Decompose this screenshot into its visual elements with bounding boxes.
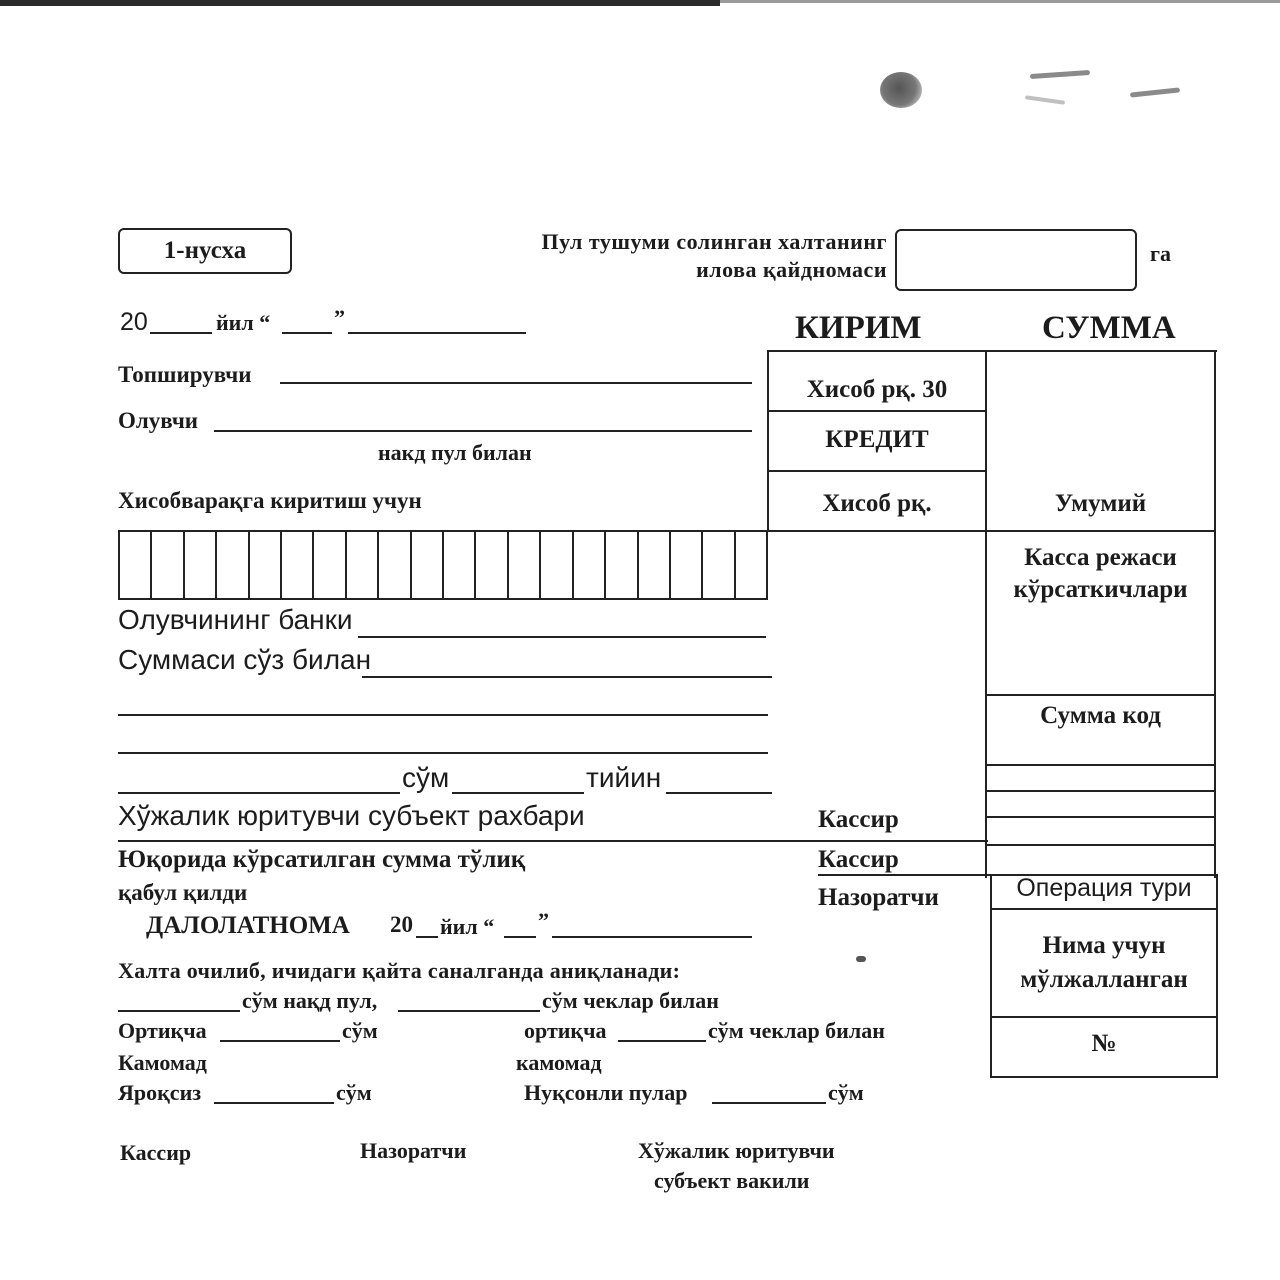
digit-cell[interactable] (671, 532, 703, 598)
act-title: ДАЛОЛАТНОМА (146, 912, 350, 939)
act-cheklar-field[interactable] (398, 1010, 540, 1012)
act-naqd-label: сўм нақд пул, (242, 988, 378, 1013)
act-year-word: йил “ (440, 914, 495, 939)
kassir-sign-line[interactable] (818, 874, 988, 876)
oluvchi-label: Олувчи (118, 408, 199, 433)
act-naqd-field[interactable] (118, 1010, 240, 1012)
date-quote-close: ” (334, 305, 345, 330)
table-right-border (1214, 350, 1216, 878)
yaroqsiz-label: Яроқсиз (118, 1080, 202, 1105)
nuqsonli-label: Нуқсонли пулар (524, 1080, 688, 1105)
ink-scratch (1130, 87, 1180, 97)
footer-nazoratchi: Назоратчи (360, 1138, 467, 1163)
digit-cell[interactable] (250, 532, 282, 598)
umumiy-cell: Умумий (1054, 490, 1147, 517)
table-top-border (767, 350, 1217, 352)
copy-label: 1-нусха (118, 228, 292, 274)
table-row-line (767, 530, 1216, 532)
rahbar-line (118, 840, 988, 842)
summa-kod-cell: Сумма код (1040, 702, 1161, 729)
ink-dot (856, 956, 866, 962)
hisobvaraq-label: Хисобварақга киритиш учун (118, 488, 422, 513)
kirim-header: КИРИМ (795, 310, 922, 346)
table-mid-border (985, 350, 987, 878)
digit-cell[interactable] (574, 532, 606, 598)
footer-vakil-line1: Хўжалик юритувчи (638, 1138, 835, 1163)
digit-cell[interactable] (282, 532, 314, 598)
date-month-blank[interactable] (348, 332, 526, 334)
scan-edge (0, 0, 720, 6)
ortiqcha2-field[interactable] (618, 1040, 706, 1042)
topshiruvchi-label: Топширувчи (118, 362, 252, 387)
kredit-cell: КРЕДИТ (825, 426, 929, 453)
ink-smudge (880, 72, 922, 108)
nuqsonli-sum-label: сўм (828, 1080, 864, 1105)
ortiqcha2-sum-label: сўм чеклар билан (708, 1018, 885, 1043)
hisob-cell: Хисоб рқ. (822, 490, 932, 517)
digit-cell[interactable] (185, 532, 217, 598)
bag-note-suffix: га (1150, 241, 1171, 266)
date-prefix: 20 (120, 308, 148, 336)
digit-cell[interactable] (347, 532, 379, 598)
summa-suz-line3[interactable] (118, 752, 768, 754)
summa-header: СУММА (1042, 310, 1176, 346)
hisob30-cell: Хисоб рқ. 30 (806, 376, 948, 403)
digit-cell[interactable] (314, 532, 346, 598)
digit-cell[interactable] (217, 532, 249, 598)
ink-scratch (1030, 70, 1090, 79)
digit-cell[interactable] (152, 532, 184, 598)
tiyin-label: тийин (586, 762, 662, 793)
bag-number-field[interactable] (895, 229, 1137, 291)
bag-note-line1: Пул тушуми солинган халтанинг (541, 229, 887, 254)
table-row-line (990, 908, 1218, 910)
act-day-blank[interactable] (504, 936, 536, 938)
kassa-line2: кўрсаткичлари (1013, 576, 1188, 603)
summa-suz-line2[interactable] (118, 714, 768, 716)
kassa-line1: Касса режаси (1024, 544, 1177, 571)
kassir-label-1: Кассир (818, 806, 899, 833)
yaroqsiz-field[interactable] (214, 1102, 334, 1104)
tiyin-field[interactable] (666, 792, 772, 794)
table-row-line (990, 1016, 1218, 1018)
digit-cell[interactable] (509, 532, 541, 598)
sum-amount-field[interactable] (118, 792, 400, 794)
digit-cell[interactable] (736, 532, 766, 598)
ortiqcha-field[interactable] (220, 1040, 340, 1042)
topshiruvchi-field[interactable] (280, 382, 752, 384)
table-row-line (985, 844, 1216, 846)
operatsiya-cell: Операция тури (1016, 874, 1192, 902)
digit-cell[interactable] (606, 532, 638, 598)
date-day-blank[interactable] (282, 332, 332, 334)
act-date-prefix: 20 (390, 912, 413, 937)
kassir-label-2: Кассир (818, 846, 899, 873)
digit-cell[interactable] (120, 532, 152, 598)
digit-cell[interactable] (444, 532, 476, 598)
digit-cell[interactable] (639, 532, 671, 598)
nima-line1: Нима учун (1042, 932, 1166, 959)
table-row-line (767, 470, 985, 472)
ink-scratch (1025, 95, 1065, 105)
digit-cell[interactable] (476, 532, 508, 598)
ortiqcha-label: Ортиқча (118, 1018, 207, 1043)
digit-cell[interactable] (541, 532, 573, 598)
act-year-blank[interactable] (416, 936, 438, 938)
yuqorida-label: Юқорида кўрсатилган сумма тўлиқ (118, 846, 526, 873)
footer-vakil-line2: субъект вакили (654, 1168, 810, 1193)
summa-suz-label: Суммаси сўз билан (118, 644, 372, 675)
scan-edge-light (720, 0, 1280, 3)
table-row-line (985, 816, 1216, 818)
rahbar-label: Хўжалик юритувчи субъект рахбари (118, 800, 585, 831)
kamomad-label: Камомад (118, 1050, 207, 1075)
oluvchi-field[interactable] (214, 430, 752, 432)
digit-cell[interactable] (703, 532, 735, 598)
table-row-line (985, 764, 1216, 766)
table-row-line (985, 694, 1216, 696)
qabul-label: қабул қилди (118, 880, 248, 905)
sum-mid-field[interactable] (452, 792, 584, 794)
account-number-grid[interactable] (118, 530, 768, 600)
ortiqcha2-label: ортиқча (524, 1018, 607, 1043)
table-row-line (767, 410, 985, 412)
nazoratchi-label-mid: Назоратчи (818, 884, 939, 911)
act-line1: Халта очилиб, ичидаги қайта саналганда аниқланади: (118, 958, 681, 983)
kamomad2-label: камомад (516, 1050, 602, 1075)
sum-label: сўм (402, 762, 450, 793)
bank-label: Олувчининг банки (118, 604, 353, 635)
act-month-blank[interactable] (552, 936, 752, 938)
date-year-word: йил “ (216, 310, 271, 335)
nima-line2: мўлжалланган (1020, 966, 1188, 993)
date-year-blank[interactable] (150, 332, 212, 334)
table-row-line (985, 790, 1216, 792)
footer-kassir: Кассир (120, 1140, 192, 1165)
summa-suz-field[interactable] (362, 676, 772, 678)
nuqsonli-field[interactable] (712, 1102, 826, 1104)
ortiqcha-sum-label: сўм (342, 1018, 378, 1043)
act-cheklar-label: сўм чеклар билан (542, 988, 719, 1013)
nomer-cell: № (1091, 1030, 1117, 1057)
digit-cell[interactable] (379, 532, 411, 598)
naqd-label: накд пул билан (378, 440, 532, 465)
digit-cell[interactable] (412, 532, 444, 598)
bank-field[interactable] (358, 636, 766, 638)
act-quote-close: ” (538, 908, 549, 933)
bag-note-line2: илова қайдномаси (696, 257, 887, 282)
yaroqsiz-sum-label: сўм (336, 1080, 372, 1105)
